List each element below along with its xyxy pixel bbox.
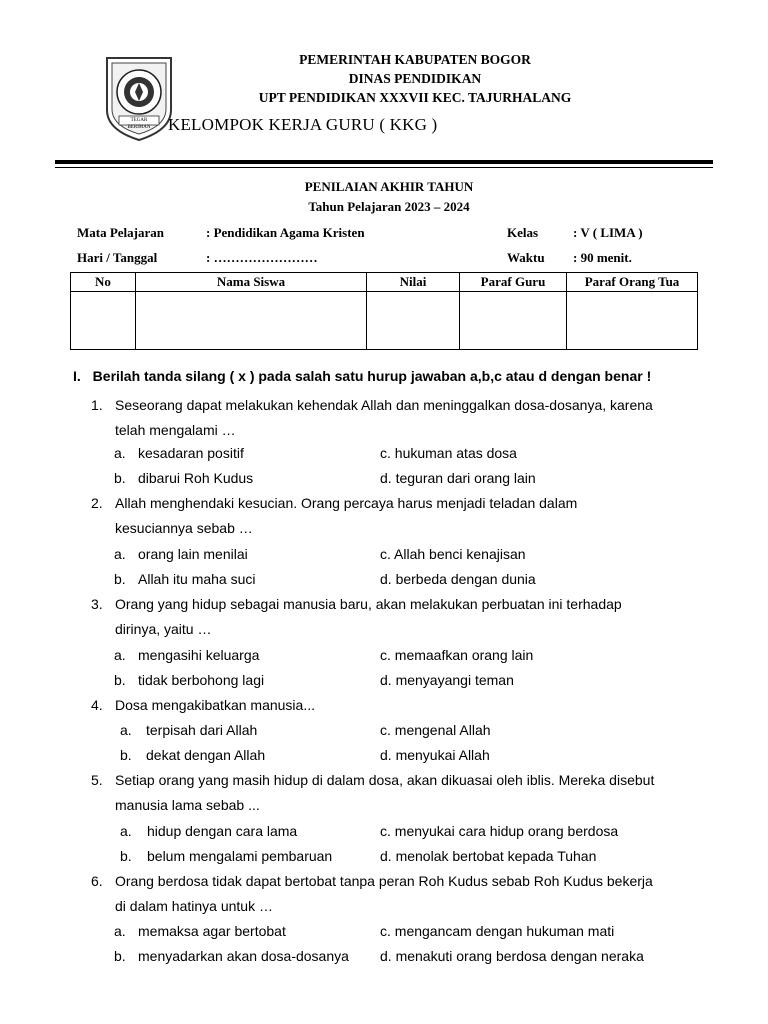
question-text-cont: dirinya, yaitu … — [115, 621, 212, 637]
question-text: Dosa mengakibatkan manusia... — [115, 697, 315, 713]
question-number: 4. — [91, 697, 103, 713]
col-no: No — [71, 273, 136, 292]
option-a-label[interactable]: a. — [114, 647, 126, 663]
option-a-label[interactable]: a. — [120, 823, 132, 839]
option-b-label[interactable]: b. — [114, 470, 126, 486]
option-d-text[interactable]: d. menolak bertobat kepada Tuhan — [380, 848, 597, 864]
cell-parent-sign[interactable] — [567, 292, 698, 350]
option-b-text[interactable]: menyadarkan akan dosa-dosanya — [138, 948, 349, 964]
question-text-cont: manusia lama sebab ... — [115, 797, 260, 813]
table-row — [71, 292, 698, 350]
section-instruction — [73, 368, 651, 384]
question-text: Allah menghendaki kesucian. Orang percaya harus menjadi teladan dalam — [115, 495, 578, 511]
option-a-text[interactable]: kesadaran positif — [138, 445, 244, 461]
option-d-text[interactable]: d. berbeda dengan dunia — [380, 571, 536, 587]
question-text: Seseorang dapat melakukan kehendak Allah dan meninggalkan dosa-dosanya, karena — [115, 397, 653, 413]
question-text-cont: telah mengalami … — [115, 422, 236, 438]
dept-heading: DINAS PENDIDIKAN — [348, 71, 482, 86]
option-a-text[interactable]: hidup dengan cara lama — [147, 823, 298, 839]
option-a-text[interactable]: memaksa agar bertobat — [138, 923, 286, 939]
col-score: Nilai — [367, 273, 460, 292]
subject-value: : Pendidikan Agama Kristen — [206, 225, 365, 240]
option-a-text[interactable]: terpisah dari Allah — [146, 722, 258, 738]
class-value: : V ( LIMA ) — [573, 225, 643, 240]
option-c-text[interactable]: c. mengenal Allah — [380, 722, 491, 738]
class-label: Kelas — [507, 225, 539, 240]
section-number: I. — [73, 368, 81, 384]
option-c-text[interactable]: c. mengancam dengan hukuman mati — [380, 923, 615, 939]
option-a-label[interactable]: a. — [114, 546, 126, 562]
time-value: : 90 menit. — [573, 250, 632, 265]
question-text-cont: kesuciannya sebab … — [115, 520, 253, 536]
option-b-label[interactable]: b. — [120, 848, 132, 864]
header-divider-thin — [55, 167, 713, 168]
date-value: : …………………… — [206, 250, 318, 265]
col-teacher-sign: Paraf Guru — [460, 273, 567, 292]
question-number: 3. — [91, 596, 103, 612]
option-d-text[interactable]: d. menyukai Allah — [380, 747, 490, 763]
section-text: Berilah tanda silang ( x ) pada salah satu hurup jawaban a,b,c atau d dengan benar ! — [92, 368, 652, 384]
question-number: 2. — [91, 495, 103, 511]
header-divider — [55, 160, 713, 164]
option-b-text[interactable]: dibarui Roh Kudus — [138, 470, 254, 486]
option-a-label[interactable]: a. — [114, 445, 126, 461]
table-header-row — [71, 273, 698, 292]
question-number: 6. — [91, 873, 103, 889]
option-b-label[interactable]: b. — [114, 672, 126, 688]
col-name: Nama Siswa — [136, 273, 367, 292]
exam-title: PENILAIAN AKHIR TAHUN — [304, 179, 474, 194]
option-b-text[interactable]: dekat dengan Allah — [146, 747, 266, 763]
option-c-text[interactable]: c. Allah benci kenajisan — [380, 546, 526, 562]
option-c-text[interactable]: c. menyukai cara hidup orang berdosa — [380, 823, 619, 839]
question-text-cont: di dalam hatinya untuk … — [115, 898, 273, 914]
subject-label: Mata Pelajaran — [77, 225, 165, 240]
student-table — [70, 272, 698, 350]
option-d-text[interactable]: d. teguran dari orang lain — [380, 470, 536, 486]
question-number: 1. — [91, 397, 103, 413]
kkg-heading: KELOMPOK KERJA GURU ( KKG ) — [168, 115, 438, 134]
option-b-label[interactable]: b. — [114, 571, 126, 587]
option-a-text[interactable]: orang lain menilai — [138, 546, 248, 562]
cell-no[interactable] — [71, 292, 136, 350]
cell-score[interactable] — [367, 292, 460, 350]
cell-teacher-sign[interactable] — [460, 292, 567, 350]
option-d-text[interactable]: d. menakuti orang berdosa dengan neraka — [380, 948, 644, 964]
option-b-text[interactable]: belum mengalami pembaruan — [147, 848, 333, 864]
question-text: Orang yang hidup sebagai manusia baru, akan melakukan perbuatan ini terhadap — [115, 596, 622, 612]
upt-heading: UPT PENDIDIKAN XXXVII KEC. TAJURHALANG — [258, 90, 572, 105]
option-a-label[interactable]: a. — [120, 722, 132, 738]
option-c-text[interactable]: c. memaafkan orang lain — [380, 647, 534, 663]
option-a-label[interactable]: a. — [114, 923, 126, 939]
option-d-text[interactable]: d. menyayangi teman — [380, 672, 514, 688]
question-text: Setiap orang yang masih hidup di dalam dosa, akan dikuasai oleh iblis. Mereka disebut — [115, 772, 655, 788]
exam-year: Tahun Pelajaran 2023 – 2024 — [308, 199, 470, 214]
option-b-label[interactable]: b. — [120, 747, 132, 763]
gov-heading: PEMERINTAH KABUPATEN BOGOR — [299, 52, 531, 67]
time-label: Waktu — [507, 250, 545, 265]
option-c-text[interactable]: c. hukuman atas dosa — [380, 445, 517, 461]
cell-name[interactable] — [136, 292, 367, 350]
question-text: Orang berdosa tidak dapat bertobat tanpa peran Roh Kudus sebab Roh Kudus bekerja — [115, 873, 653, 889]
option-b-label[interactable]: b. — [114, 948, 126, 964]
logo-motto: TEGAR BERIMAN — [127, 118, 151, 130]
question-number: 5. — [91, 772, 103, 788]
option-a-text[interactable]: mengasihi keluarga — [138, 647, 260, 663]
date-label: Hari / Tanggal — [77, 250, 158, 265]
option-b-text[interactable]: tidak berbohong lagi — [138, 672, 265, 688]
col-parent-sign: Paraf Orang Tua — [567, 273, 698, 292]
option-b-text[interactable]: Allah itu maha suci — [138, 571, 256, 587]
